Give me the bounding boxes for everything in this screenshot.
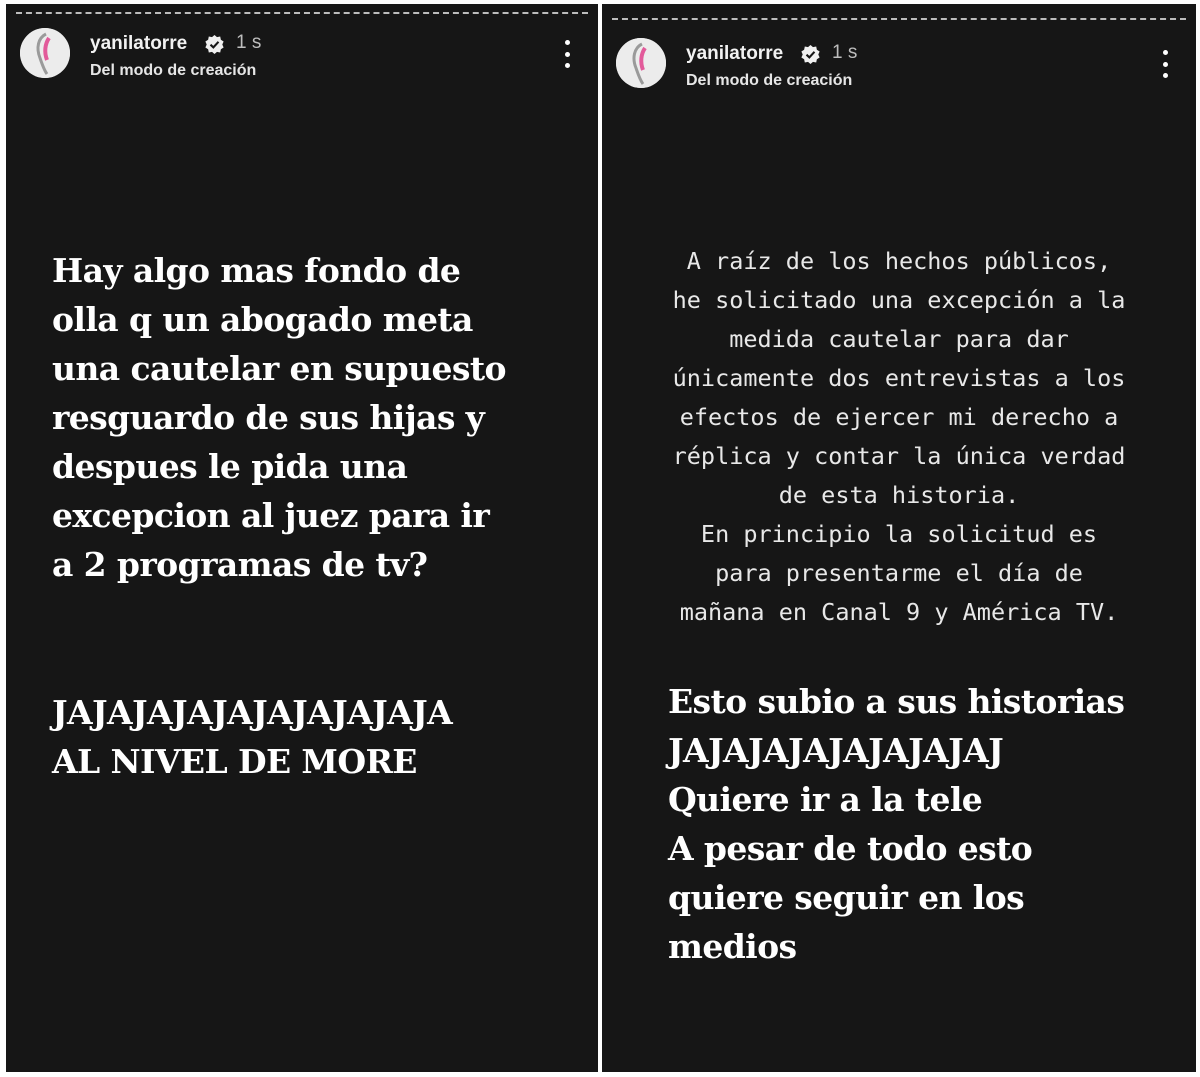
story-progress-bar [16,12,588,14]
avatar-image-icon [20,28,70,78]
avatar-image-icon [616,38,666,88]
more-vertical-icon[interactable] [1162,50,1168,78]
story-left[interactable] [6,4,598,1072]
verified-badge-icon [205,35,224,54]
avatar[interactable] [616,38,666,88]
story-right[interactable] [602,4,1196,1072]
story-comment-text: Esto subio a sus historias JAJAJAJAJAJAJAJAJ Quiere ir a la tele A pesar de todo esto quiere seguir en los medios [668,682,1125,966]
story-subtitle: Del modo de creación [686,72,853,89]
story-header [616,38,1182,98]
verified-badge-icon [801,45,820,64]
story-laugh-text: JAJAJAJAJAJAJAJAJAJA AL NIVEL DE MORE [52,693,453,781]
story-main-text: Hay algo mas fondo de olla q un abogado meta una cautelar en supuesto resguardo de sus hijas y despues le pida una excepcion al juez para ir a 2 programas de tv? [52,251,506,584]
story-statement-text: A raíz de los hechos públicos, he solicitado una excepción a la medida cautelar para dar únicamente dos entrevistas a los efectos de ejercer mi derecho a réplica y contar la única verdad de esta historia. En principio la solicitud es para presentarme el día de mañana en Canal 9 y América TV. [672,247,1126,626]
post-time: 1 s [236,32,262,53]
username[interactable]: yanilatorre [686,43,784,64]
story-progress-bar [612,18,1186,20]
more-vertical-icon[interactable] [564,40,570,68]
story-subtitle: Del modo de creación [90,62,257,79]
post-time: 1 s [832,42,858,63]
username[interactable]: yanilatorre [90,33,188,54]
avatar[interactable] [20,28,70,78]
story-header [20,28,584,88]
